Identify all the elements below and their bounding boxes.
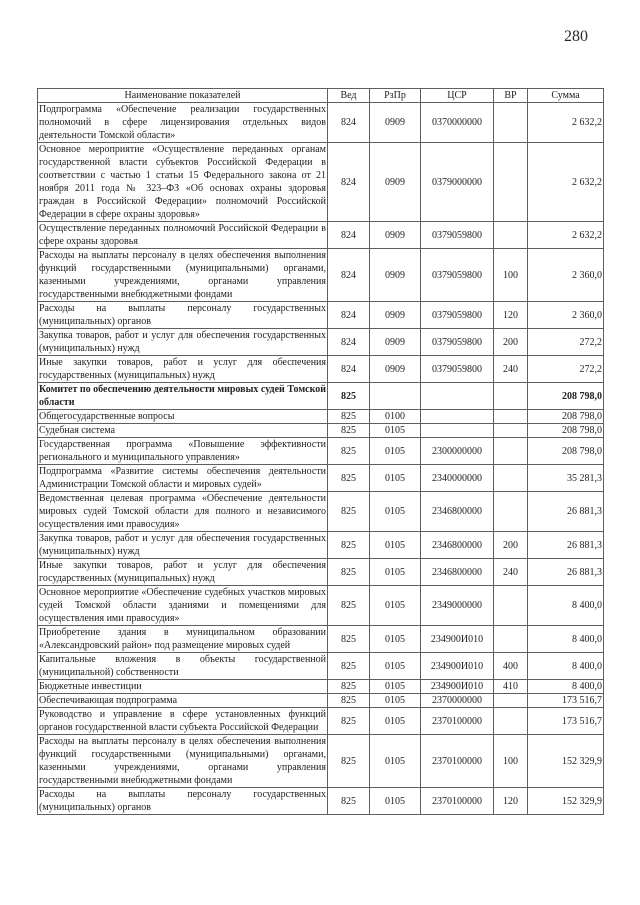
cell-name: Основное мероприятие «Обеспечение судебных участков мировых судей Томской области зданиями и помещениями для осуществления ими правосудия» xyxy=(39,587,326,624)
cell-rzpr: 0105 xyxy=(370,465,421,492)
cell-name: Иные закупки товаров, работ и услуг для обеспечения государственных (муниципальных) нужд xyxy=(39,357,326,381)
cell-name: Расходы на выплаты персоналу государственных (муниципальных) органов xyxy=(39,789,326,813)
cell-ved: 825 xyxy=(328,708,370,735)
cell-sum: 2 360,0 xyxy=(528,249,604,302)
cell-csr xyxy=(421,383,494,410)
cell-sum: 26 881,3 xyxy=(528,492,604,532)
cell-csr: 0379059800 xyxy=(421,249,494,302)
cell-csr: 2346800000 xyxy=(421,492,494,532)
table-row xyxy=(38,103,604,143)
budget-table xyxy=(37,88,604,815)
cell-rzpr: 0909 xyxy=(370,143,421,222)
cell-vr xyxy=(494,492,528,532)
cell-name: Бюджетные инвестиции xyxy=(38,680,328,694)
cell-vr: 200 xyxy=(494,532,528,559)
cell-sum: 2 632,2 xyxy=(528,103,604,143)
table-row xyxy=(38,383,604,410)
cell-sum: 152 329,9 xyxy=(528,788,604,815)
table-row xyxy=(38,708,604,735)
cell-rzpr: 0909 xyxy=(370,222,421,249)
page-number: 280 xyxy=(564,28,588,45)
cell-csr: 234900И010 xyxy=(421,653,494,680)
cell-ved: 825 xyxy=(328,438,370,465)
cell-csr: 2349000000 xyxy=(421,586,494,626)
cell-rzpr: 0105 xyxy=(370,708,421,735)
cell-csr: 0379059800 xyxy=(421,329,494,356)
column-header-csr: ЦСР xyxy=(421,89,494,103)
table-row xyxy=(38,532,604,559)
cell-rzpr: 0100 xyxy=(370,410,421,424)
table-row xyxy=(38,559,604,586)
cell-ved: 825 xyxy=(328,532,370,559)
cell-name: Приобретение здания в муниципальном образовании «Александровский район» под размещение мировых судей xyxy=(39,627,326,651)
table-row xyxy=(38,222,604,249)
cell-rzpr: 0105 xyxy=(370,653,421,680)
cell-rzpr: 0105 xyxy=(370,586,421,626)
cell-ved: 825 xyxy=(328,626,370,653)
cell-name: Капитальные вложения в объекты государственной (муниципальной) собственности xyxy=(39,654,326,678)
cell-csr: 0379059800 xyxy=(421,222,494,249)
cell-vr xyxy=(494,438,528,465)
cell-vr xyxy=(494,586,528,626)
cell-ved: 824 xyxy=(328,222,370,249)
cell-rzpr: 0909 xyxy=(370,329,421,356)
cell-csr: 0379059800 xyxy=(421,356,494,383)
cell-vr: 200 xyxy=(494,329,528,356)
cell-csr: 0370000000 xyxy=(421,103,494,143)
cell-vr xyxy=(494,708,528,735)
cell-name: Закупка товаров, работ и услуг для обеспечения государственных (муниципальных) нужд xyxy=(39,533,326,557)
cell-ved: 824 xyxy=(328,329,370,356)
cell-csr xyxy=(421,410,494,424)
cell-sum: 152 329,9 xyxy=(528,735,604,788)
cell-vr: 240 xyxy=(494,356,528,383)
cell-rzpr: 0909 xyxy=(370,249,421,302)
cell-rzpr: 0105 xyxy=(370,680,421,694)
cell-name: Расходы на выплаты персоналу государственных (муниципальных) органов xyxy=(39,303,326,327)
cell-sum: 26 881,3 xyxy=(528,559,604,586)
cell-vr: 240 xyxy=(494,559,528,586)
cell-name: Обеспечивающая подпрограмма xyxy=(38,694,328,708)
table-row xyxy=(38,788,604,815)
cell-sum: 2 360,0 xyxy=(528,302,604,329)
cell-name: Иные закупки товаров, работ и услуг для обеспечения государственных (муниципальных) нужд xyxy=(39,560,326,584)
table-body xyxy=(38,103,604,815)
table-row xyxy=(38,410,604,424)
table-row xyxy=(38,302,604,329)
cell-csr xyxy=(421,424,494,438)
cell-vr xyxy=(494,143,528,222)
cell-vr xyxy=(494,222,528,249)
cell-csr: 0379059800 xyxy=(421,302,494,329)
cell-csr: 2370100000 xyxy=(421,788,494,815)
cell-rzpr: 0909 xyxy=(370,103,421,143)
table-row xyxy=(38,653,604,680)
table-row xyxy=(38,735,604,788)
cell-name: Руководство и управление в сфере установленных функций органов государственной власти субъекта Российской Федерации xyxy=(39,709,326,733)
cell-sum: 208 798,0 xyxy=(528,438,604,465)
cell-name: Расходы на выплаты персоналу в целях обеспечения выполнения функций государственными (муниципальными) органами, казенными учреждениями, органами управления государственными внебюджетными фондами xyxy=(39,736,326,786)
cell-name: Судебная система xyxy=(38,424,328,438)
table-row xyxy=(38,680,604,694)
cell-sum: 272,2 xyxy=(528,356,604,383)
column-header-vr: ВР xyxy=(494,89,528,103)
cell-vr: 400 xyxy=(494,653,528,680)
cell-csr: 234900И010 xyxy=(421,626,494,653)
cell-sum: 272,2 xyxy=(528,329,604,356)
cell-sum: 2 632,2 xyxy=(528,143,604,222)
cell-sum: 173 516,7 xyxy=(528,694,604,708)
cell-ved: 825 xyxy=(328,410,370,424)
table-row xyxy=(38,626,604,653)
cell-vr xyxy=(494,424,528,438)
cell-csr: 2370100000 xyxy=(421,708,494,735)
column-header-ved: Вед xyxy=(328,89,370,103)
cell-rzpr: 0105 xyxy=(370,788,421,815)
cell-ved: 825 xyxy=(328,465,370,492)
cell-csr: 2370000000 xyxy=(421,694,494,708)
cell-name: Расходы на выплаты персоналу в целях обеспечения выполнения функций государственными (муниципальными) органами, казенными учреждениями, органами управления государственными внебюджетными фондами xyxy=(39,250,326,300)
cell-rzpr: 0909 xyxy=(370,302,421,329)
cell-sum: 26 881,3 xyxy=(528,532,604,559)
column-header-name: Наименование показателей xyxy=(38,89,328,103)
cell-sum: 8 400,0 xyxy=(528,586,604,626)
cell-vr: 120 xyxy=(494,302,528,329)
cell-name: Ведомственная целевая программа «Обеспечение деятельности мировых судей Томской области для полного и независимого осуществления ими правосудия» xyxy=(39,493,326,530)
cell-rzpr: 0105 xyxy=(370,694,421,708)
table-row xyxy=(38,143,604,222)
cell-sum: 208 798,0 xyxy=(528,410,604,424)
cell-csr: 2346800000 xyxy=(421,532,494,559)
cell-rzpr: 0105 xyxy=(370,735,421,788)
cell-vr xyxy=(494,103,528,143)
table-row xyxy=(38,424,604,438)
table-row xyxy=(38,356,604,383)
cell-ved: 825 xyxy=(328,383,370,410)
cell-vr xyxy=(494,410,528,424)
cell-ved: 824 xyxy=(328,103,370,143)
cell-name: Подпрограмма «Обеспечение реализации государственных полномочий в сфере лицензирования отдельных видов деятельности Томской области» xyxy=(39,104,326,141)
cell-name: Комитет по обеспечению деятельности мировых судей Томской области xyxy=(39,384,326,408)
cell-csr: 0379000000 xyxy=(421,143,494,222)
cell-sum: 173 516,7 xyxy=(528,708,604,735)
cell-ved: 825 xyxy=(328,586,370,626)
cell-sum: 208 798,0 xyxy=(528,383,604,410)
cell-csr: 2370100000 xyxy=(421,735,494,788)
table-row xyxy=(38,694,604,708)
cell-name: Подпрограмма «Развитие системы обеспечения деятельности Администрации Томской области и мировых судей» xyxy=(39,466,326,490)
cell-vr xyxy=(494,694,528,708)
cell-csr: 2346800000 xyxy=(421,559,494,586)
cell-rzpr: 0105 xyxy=(370,424,421,438)
cell-ved: 824 xyxy=(328,302,370,329)
cell-ved: 825 xyxy=(328,492,370,532)
cell-name: Закупка товаров, работ и услуг для обеспечения государственных (муниципальных) нужд xyxy=(39,330,326,354)
cell-ved: 825 xyxy=(328,424,370,438)
cell-ved: 824 xyxy=(328,249,370,302)
cell-name: Государственная программа «Повышение эффективности регионального и муниципального управления» xyxy=(39,439,326,463)
cell-sum: 35 281,3 xyxy=(528,465,604,492)
cell-ved: 825 xyxy=(328,680,370,694)
cell-name: Общегосударственные вопросы xyxy=(38,410,328,424)
table-row xyxy=(38,329,604,356)
cell-ved: 824 xyxy=(328,143,370,222)
cell-ved: 825 xyxy=(328,735,370,788)
cell-vr: 120 xyxy=(494,788,528,815)
cell-rzpr: 0105 xyxy=(370,559,421,586)
cell-csr: 234900И010 xyxy=(421,680,494,694)
table-row xyxy=(38,249,604,302)
column-header-rzpr: РзПр xyxy=(370,89,421,103)
cell-vr xyxy=(494,383,528,410)
cell-ved: 825 xyxy=(328,694,370,708)
cell-sum: 208 798,0 xyxy=(528,424,604,438)
table-row xyxy=(38,438,604,465)
cell-rzpr: 0105 xyxy=(370,438,421,465)
cell-csr: 2300000000 xyxy=(421,438,494,465)
cell-vr: 100 xyxy=(494,735,528,788)
cell-sum: 2 632,2 xyxy=(528,222,604,249)
cell-ved: 825 xyxy=(328,559,370,586)
cell-sum: 8 400,0 xyxy=(528,626,604,653)
column-header-sum: Сумма xyxy=(528,89,604,103)
cell-sum: 8 400,0 xyxy=(528,653,604,680)
header-row xyxy=(38,89,604,103)
cell-name: Основное мероприятие «Осуществление переданных органам государственной власти субъектов Российской Федерации в соответствии с частью 1 статьи 15 Федерального закона от 21 ноября 2011 года № 323–ФЗ «Об основах охраны здоровья граждан в Российской Федерации» полномочий Российской Федерации в сфере охраны здоровья» xyxy=(39,144,326,220)
table-header xyxy=(38,89,604,103)
cell-rzpr: 0105 xyxy=(370,532,421,559)
table-row xyxy=(38,492,604,532)
cell-ved: 824 xyxy=(328,356,370,383)
cell-vr xyxy=(494,465,528,492)
cell-rzpr: 0105 xyxy=(370,626,421,653)
cell-rzpr xyxy=(370,383,421,410)
cell-ved: 825 xyxy=(328,788,370,815)
cell-ved: 825 xyxy=(328,653,370,680)
cell-vr: 410 xyxy=(494,680,528,694)
cell-rzpr: 0105 xyxy=(370,492,421,532)
cell-name: Осуществление переданных полномочий Российской Федерации в сфере охраны здоровья xyxy=(39,223,326,247)
cell-vr xyxy=(494,626,528,653)
cell-csr: 2340000000 xyxy=(421,465,494,492)
table-row xyxy=(38,465,604,492)
cell-rzpr: 0909 xyxy=(370,356,421,383)
cell-vr: 100 xyxy=(494,249,528,302)
cell-sum: 8 400,0 xyxy=(528,680,604,694)
table-row xyxy=(38,586,604,626)
